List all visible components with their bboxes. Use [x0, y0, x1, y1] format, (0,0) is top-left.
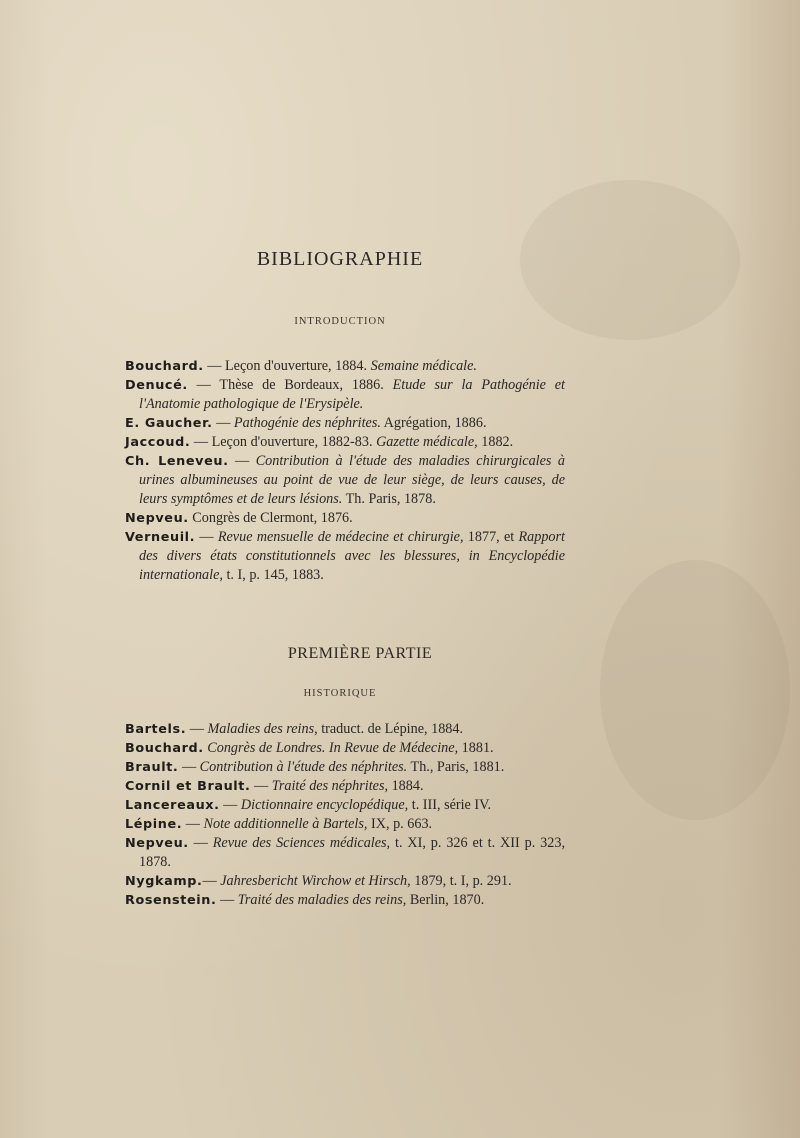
entry-text: — [228, 453, 256, 469]
entry-text: 1881. [458, 740, 494, 756]
entry-author: Bartels. [125, 722, 187, 737]
bibliography-entry [125, 739, 565, 758]
entry-text: — [212, 415, 234, 431]
entry-title: Contribution à l'étude des maladies chirurgicales à urines albumineuses au point de vue de leur siège, de leurs causes, de leurs symptômes et de leurs lésions. [139, 453, 565, 507]
entry-text: — [216, 892, 238, 908]
historique-entries [125, 720, 565, 910]
entry-text: IX, p. 663. [367, 816, 433, 832]
entry-title: Jahresbericht Wirchow et Hirsch, [220, 873, 411, 889]
entry-author: Brault. [125, 760, 179, 775]
entry-title: Rapport des divers états constitutionnels avec les blessures, in Encyclopédie internationale, [139, 529, 565, 583]
bibliography-entry [125, 433, 565, 452]
entry-author: Jaccoud. [125, 435, 191, 450]
entry-text: — Leçon d'ouverture, 1884. [203, 358, 371, 374]
bibliography-entry [125, 414, 565, 433]
entry-title: Gazette médicale, [376, 434, 478, 450]
entry-author: Denucé. [125, 378, 188, 393]
entry-title: Dictionnaire encyclopédique, [240, 797, 409, 813]
entry-text: t. XI, p. 326 et t. XII p. 323, 1878. [139, 835, 565, 870]
entry-author: Nygkamp. [125, 874, 203, 889]
entry-text: — [178, 759, 200, 775]
introduction-entries [125, 357, 565, 585]
entry-title: Semaine médicale. [370, 358, 477, 374]
entry-author: Lépine. [125, 817, 183, 832]
entry-author: Nepveu. [125, 511, 189, 526]
entry-author: Ch. Leneveu. [125, 454, 229, 469]
entry-text: — [195, 529, 218, 545]
entry-text: — Thèse de Bordeaux, 1886. [187, 377, 393, 393]
entry-text: Th. Paris, 1878. [342, 491, 436, 507]
bibliography-entry [125, 357, 565, 376]
entry-text: 1877, et [463, 529, 519, 545]
entry-text: Th., Paris, 1881. [407, 759, 505, 775]
entry-title: Traité des maladies des reins, [237, 892, 407, 908]
entry-author: Lancereaux. [125, 798, 220, 813]
entry-title: Note additionnelle à Bartels, [203, 816, 368, 832]
entry-title: Congrès de Londres. In Revue de Médecine, [207, 740, 459, 756]
entry-text: Agrégation, 1886. [380, 415, 487, 431]
entry-author: Verneuil. [125, 530, 196, 545]
entry-text: — [250, 778, 272, 794]
entry-text: — Leçon d'ouverture, 1882-83. [190, 434, 377, 450]
entry-text: 1882. [477, 434, 514, 450]
entry-title: Revue des Sciences médicales, [212, 835, 391, 851]
bibliography-entry [125, 815, 565, 834]
entry-text: Congrès de Clermont, 1876. [188, 510, 353, 526]
entry-author: Rosenstein. [125, 893, 217, 908]
entry-text: — [182, 816, 204, 832]
bibliography-heading: BIBLIOGRAPHIE [256, 248, 424, 270]
bibliography-entry [125, 796, 565, 815]
entry-text: t. I, p. 145, 1883. [222, 567, 324, 583]
entry-author: Bouchard. [125, 359, 204, 374]
bibliography-entry [125, 872, 565, 891]
bibliography-entry [125, 509, 565, 528]
entry-text: — [219, 797, 241, 813]
entry-author: Bouchard. [125, 741, 204, 756]
entry-title: Etude sur la Pathogénie et l'Anatomie pathologique de l'Erysipèle. [139, 377, 566, 412]
introduction-label: INTRODUCTION [294, 316, 386, 327]
entry-text: t. III, série IV. [408, 797, 492, 813]
bibliography-entry [125, 376, 565, 414]
entry-text: 1884. [388, 778, 424, 794]
entry-title: Maladies des reins, [207, 721, 318, 737]
entry-author: E. Gaucher. [125, 416, 213, 431]
entry-author: Cornil et Brault. [125, 779, 251, 794]
historique-label: HISTORIQUE [303, 688, 377, 699]
bibliography-entry [125, 891, 565, 910]
bibliography-entry [125, 758, 565, 777]
entry-title: Contribution à l'étude des néphrites. [199, 759, 408, 775]
bibliography-entry [125, 834, 565, 872]
entry-author: Nepveu. [125, 836, 189, 851]
entry-text: traduct. de Lépine, 1884. [317, 721, 464, 737]
bibliography-entry [125, 452, 565, 509]
entry-title: Pathogénie des néphrites. [233, 415, 381, 431]
entry-title: Traité des néphrites, [271, 778, 389, 794]
entry-text: — [202, 873, 221, 889]
entry-text: 1879, t. I, p. 291. [410, 873, 512, 889]
bibliography-entry [125, 777, 565, 796]
bibliography-entry [125, 720, 565, 739]
entry-title: Revue mensuelle de médecine et chirurgie, [217, 529, 464, 545]
part-one-title: PREMIÈRE PARTIE [287, 645, 433, 662]
entry-text: — [188, 835, 213, 851]
entry-text: Berlin, 1870. [406, 892, 485, 908]
entry-text: — [186, 721, 208, 737]
bibliography-entry [125, 528, 565, 585]
